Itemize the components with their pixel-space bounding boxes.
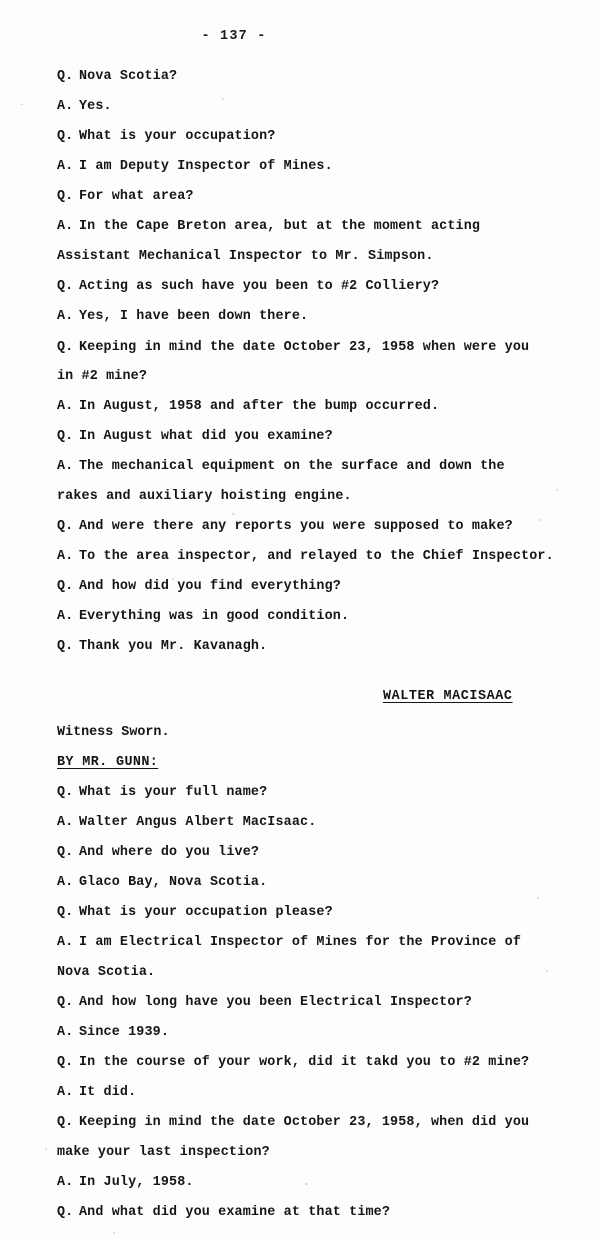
transcript-line (57, 572, 557, 602)
speaker-marker: A. (57, 1085, 74, 1100)
speaker-marker: Q. (57, 339, 74, 355)
transcript-line (57, 422, 557, 452)
speaker-marker: Q. (57, 579, 74, 594)
transcript-line (57, 542, 557, 572)
line-text: What is your occupation please? (79, 905, 333, 920)
line-text: Yes. (79, 99, 112, 114)
speaker-marker: A. (57, 1175, 74, 1190)
transcript-line-continuation (57, 958, 557, 988)
transcript-line (57, 928, 557, 958)
speaker-marker: A. (57, 815, 74, 830)
speaker-marker: A. (57, 159, 74, 174)
scan-speck (113, 1232, 115, 1234)
line-text: Nova Scotia? (79, 69, 178, 84)
line-text: In the course of your work, did it takd you to #2 mine? (79, 1055, 530, 1070)
transcript-line-continuation (57, 242, 557, 272)
transcript-line (57, 1048, 557, 1078)
line-text: And were there any reports you were supposed to make? (79, 519, 513, 534)
transcript-line (57, 898, 557, 928)
speaker-marker: Q. (57, 785, 74, 800)
transcript-line (57, 1108, 557, 1138)
speaker-marker: A. (57, 459, 74, 474)
line-text: In August what did you examine? (79, 429, 333, 444)
transcript-line (57, 1168, 557, 1198)
line-text: In July, 1958. (79, 1175, 194, 1190)
line-text: In August, 1958 and after the bump occurred. (79, 399, 440, 414)
transcript-line (57, 392, 557, 422)
transcript-line (57, 122, 557, 152)
line-text: And how did you find everything? (79, 579, 341, 594)
line-text: What is your full name? (79, 785, 268, 800)
line-text: Everything was in good condition. (79, 609, 350, 624)
speaker-marker: A. (57, 548, 74, 564)
examining-counsel-heading: BY MR. GUNN: (57, 755, 159, 770)
transcript-line-continuation (57, 482, 557, 512)
transcript-line (57, 1198, 557, 1228)
speaker-marker: A. (57, 935, 74, 950)
line-text: Keeping in mind the date October 23, 1958, when did you (79, 1115, 530, 1130)
speaker-marker: Q. (57, 1055, 74, 1070)
scan-speck (20, 104, 23, 105)
speaker-marker: Q. (57, 129, 74, 144)
transcript-line (57, 602, 557, 632)
line-text: And how long have you been Electrical Inspector? (79, 995, 472, 1010)
speaker-marker: Q. (57, 845, 74, 860)
transcript-line (57, 838, 557, 868)
transcript-line (57, 868, 557, 898)
transcript-line (57, 62, 557, 92)
speaker-marker: A. (57, 399, 74, 414)
transcript-line (57, 778, 557, 808)
line-text: Glaco Bay, Nova Scotia. (79, 875, 268, 890)
line-text: The mechanical equipment on the surface and down the (79, 459, 505, 474)
line-text: In the Cape Breton area, but at the moment acting (79, 219, 481, 234)
line-text: Acting as such have you been to #2 Colliery? (79, 279, 440, 294)
transcript-body-lower (57, 778, 557, 1228)
transcript-line (57, 452, 557, 482)
transcript-line (57, 152, 557, 182)
speaker-marker: Q. (57, 519, 74, 534)
speaker-marker: Q. (57, 639, 74, 654)
line-text: For what area? (79, 189, 194, 204)
line-text: Walter Angus Albert MacIsaac. (79, 815, 317, 830)
page-number: - 137 - (201, 29, 267, 44)
transcript-line (57, 333, 557, 363)
speaker-marker: Q. (57, 429, 74, 444)
transcript-body-upper (57, 62, 557, 662)
transcript-line (57, 272, 557, 302)
line-text: Nova Scotia. (57, 965, 156, 980)
line-text: Yes, I have been down there. (79, 309, 309, 324)
transcript-line (57, 808, 557, 838)
speaker-marker: A. (57, 99, 74, 114)
line-text: To the area inspector, and relayed to the Chief Inspector. (79, 548, 554, 564)
line-text: Assistant Mechanical Inspector to Mr. Simpson. (57, 249, 434, 264)
line-text: What is your occupation? (79, 129, 276, 144)
line-text: And what did you examine at that time? (79, 1205, 391, 1220)
transcript-line (57, 1018, 557, 1048)
speaker-marker: Q. (57, 69, 74, 84)
speaker-marker: Q. (57, 995, 74, 1010)
transcript-line-continuation (57, 1138, 557, 1168)
transcript-line (57, 212, 557, 242)
scan-speck (45, 1148, 47, 1150)
speaker-marker: Q. (57, 189, 74, 204)
speaker-marker: Q. (57, 279, 74, 294)
speaker-marker: A. (57, 1025, 74, 1040)
line-text: I am Deputy Inspector of Mines. (79, 159, 333, 174)
speaker-marker: A. (57, 609, 74, 624)
transcript-line (57, 92, 557, 122)
line-text: I am Electrical Inspector of Mines for the Province of (79, 935, 522, 950)
line-text: And where do you live? (79, 845, 260, 860)
transcript-line (57, 988, 557, 1018)
line-text: Keeping in mind the date October 23, 1958 when were you (79, 339, 530, 355)
line-text: Since 1939. (79, 1025, 170, 1040)
transcript-line (57, 302, 557, 332)
line-text: It did. (79, 1085, 137, 1100)
witness-name-heading: WALTER MACISAAC (383, 689, 513, 704)
speaker-marker: A. (57, 219, 74, 234)
speaker-marker: Q. (57, 1115, 74, 1130)
speaker-marker: A. (57, 309, 74, 324)
line-text: rakes and auxiliary hoisting engine. (57, 489, 352, 504)
line-text: make your last inspection? (57, 1145, 270, 1160)
speaker-marker: A. (57, 875, 74, 890)
transcript-line (57, 632, 557, 662)
transcript-line (57, 512, 557, 542)
transcript-line-continuation (57, 362, 557, 392)
line-text: Thank you Mr. Kavanagh. (79, 639, 268, 654)
speaker-marker: Q. (57, 905, 74, 920)
witness-sworn-label: Witness Sworn. (57, 725, 170, 740)
transcript-line (57, 1078, 557, 1108)
line-text: in #2 mine? (57, 369, 148, 384)
transcript-line (57, 182, 557, 212)
speaker-marker: Q. (57, 1205, 74, 1220)
